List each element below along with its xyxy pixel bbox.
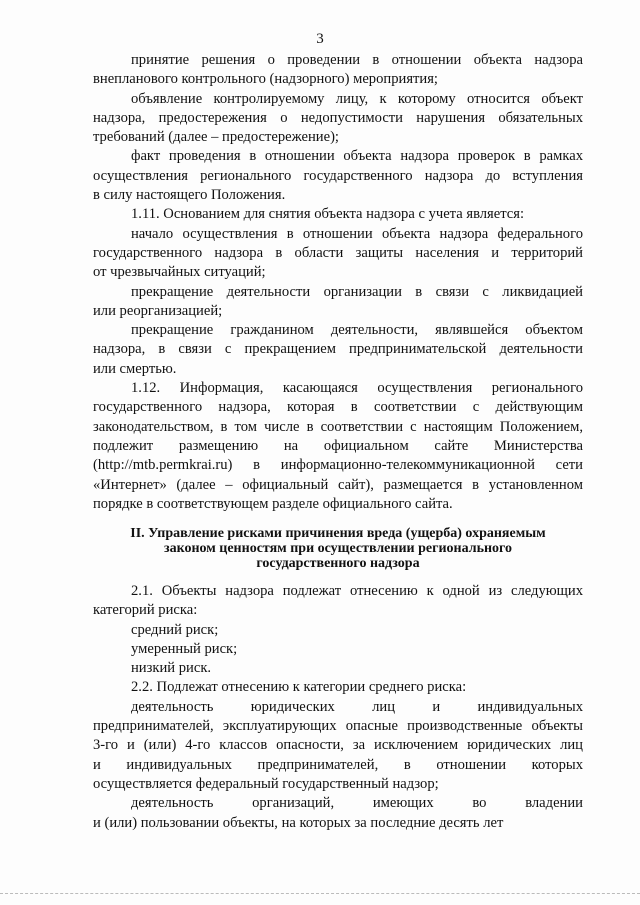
text-line: деятельность организаций, имеющих во владении	[131, 795, 583, 812]
paragraph	[93, 147, 583, 205]
heading-line: законом ценностям при осуществлении регионального	[163, 541, 513, 556]
text-line: деятельность юридических лиц и индивидуальных	[131, 698, 583, 715]
text-line: надзора, в связи с прекращением предпринимательской деятельности	[93, 341, 583, 358]
text-line: начало осуществления в отношении объекта надзора федерального	[131, 225, 583, 242]
text-line: 3-го и (или) 4-го классов опасности, за исключением юридических лиц	[93, 737, 583, 754]
text-line: требований (далее – предостережение);	[93, 129, 339, 146]
text-line: государственного надзора в области защиты населения и территорий	[93, 244, 583, 261]
text-line: осуществления регионального государственного надзора до вступления	[93, 167, 583, 184]
paragraph	[93, 205, 583, 224]
text-line: принятие решения о проведении в отношении объекта надзора	[131, 52, 583, 68]
paragraph	[93, 621, 583, 640]
text-line: категорий риска:	[93, 602, 198, 619]
section-heading	[93, 526, 583, 571]
text-line: 1.11. Основанием для снятия объекта надзора с учета является:	[131, 206, 525, 223]
text-line: законодательством, в том числе в соответствии с настоящим Положением,	[93, 418, 583, 435]
text-line: подлежит размещению на официальном сайте Министерства	[93, 437, 583, 454]
body-text-top	[93, 51, 583, 514]
text-line: умеренный риск;	[131, 640, 238, 657]
paragraph	[93, 379, 583, 514]
text-line: в силу настоящего Положения.	[93, 187, 286, 204]
text-line: 2.2. Подлежат отнесению к категории среднего риска:	[131, 679, 467, 696]
paragraph	[93, 90, 583, 148]
text-line: 1.12. Информация, касающаяся осуществления регионального	[131, 380, 583, 397]
paragraph	[93, 283, 583, 322]
text-line: надзора, предостережения о недопустимости нарушения обязательных	[93, 109, 583, 126]
text-line: осуществляется федеральный государственный надзор;	[93, 775, 439, 792]
text-line: государственного надзора, которая в соответствии с действующим	[93, 399, 583, 416]
paragraph	[93, 225, 583, 283]
paragraph	[93, 321, 583, 379]
text-line: 2.1. Объекты надзора подлежат отнесению к одной из следующих	[131, 583, 583, 599]
text-line: и (или) пользовании объекты, на которых за последние десять лет	[93, 814, 504, 831]
text-line: от чрезвычайных ситуаций;	[93, 264, 266, 281]
page-number: 3	[316, 31, 324, 47]
text-line: «Интернет» (далее – официальный сайт), размещается в установленном	[93, 476, 583, 493]
paragraph	[93, 582, 583, 621]
text-line: предпринимателей, эксплуатирующих опасные производственные объекты	[93, 718, 583, 735]
body-text-bottom	[93, 582, 583, 833]
text-line: или реорганизацией;	[93, 302, 223, 319]
text-line: внепланового контрольного (надзорного) мероприятия;	[93, 71, 438, 88]
text-line: прекращение деятельности организации в связи с ликвидацией	[131, 283, 583, 300]
paragraph	[93, 698, 583, 794]
paragraph	[93, 794, 583, 833]
text-line: или смертью.	[93, 360, 177, 377]
text-line: и индивидуальных предпринимателей, в отношении которых	[93, 756, 583, 773]
text-line: (http://mtb.permkrai.ru) в информационно-телекоммуникационной сети	[93, 457, 583, 474]
paragraph	[93, 51, 583, 90]
paragraph	[93, 659, 583, 678]
text-line: порядке в соответствующем разделе официального сайта.	[93, 495, 453, 512]
paragraph	[93, 678, 583, 697]
text-line: средний риск;	[131, 621, 219, 638]
heading-line: II. Управление рисками причинения вреда (ущерба) охраняемым	[130, 526, 546, 541]
heading-line: государственного надзора	[256, 556, 420, 571]
text-line: прекращение гражданином деятельности, являвшейся объектом	[131, 322, 583, 339]
scan-edge	[0, 893, 640, 895]
text-line: низкий риск.	[131, 660, 212, 677]
text-line: объявление контролируемому лицу, к которому относится объект	[131, 90, 583, 107]
text-line: факт проведения в отношении объекта надзора проверок в рамках	[131, 148, 583, 165]
paragraph	[93, 640, 583, 659]
